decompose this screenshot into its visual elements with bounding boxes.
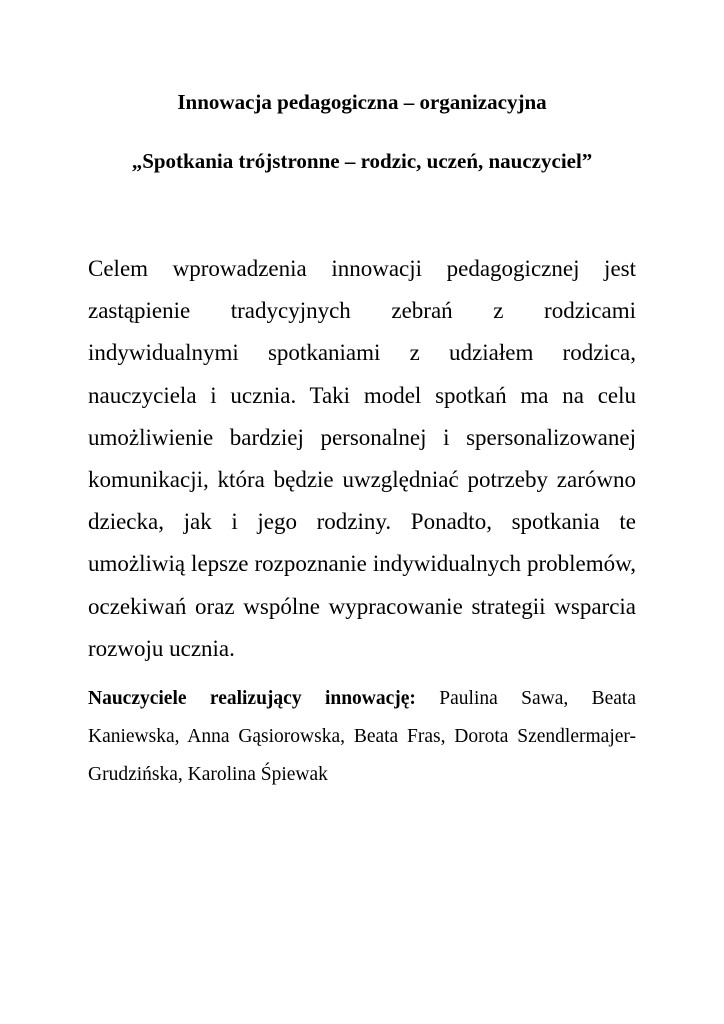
authors-paragraph [88,680,636,794]
body-paragraph: Celem wprowadzenia innowacji pedagogicznej jest zastąpienie tradycyjnych zebrań z rodzicami indywidualnymi spotkaniami z udziałem rodzica, nauczyciela i ucznia. Taki model spotkań ma na celu umożliwienie bardziej personalnej i spersonalizowanej komunikacji, która będzie uwzględniać potrzeby zarówno dziecka, jak i jego rodziny. Ponadto, spotkania te umożliwią lepsze rozpoznanie indywidualnych problemów, oczekiwań oraz wspólne wypracowanie strategii wsparcia rozwoju ucznia. [88,256,636,661]
authors-list: Paulina Sawa, Beata Kaniewska, Anna Gąsiorowska, Beata Fras, Dorota Szendlermajer- Grudzińska, Karolina Śpiewak [88,688,637,785]
authors-label: Nauczyciele realizujący innowację: [88,688,416,709]
document-subtitle: „Spotkania trójstronne – rodzic, uczeń, nauczyciel” [131,149,593,173]
document-title: Innowacja pedagogiczna – organizacyjna [177,90,547,114]
